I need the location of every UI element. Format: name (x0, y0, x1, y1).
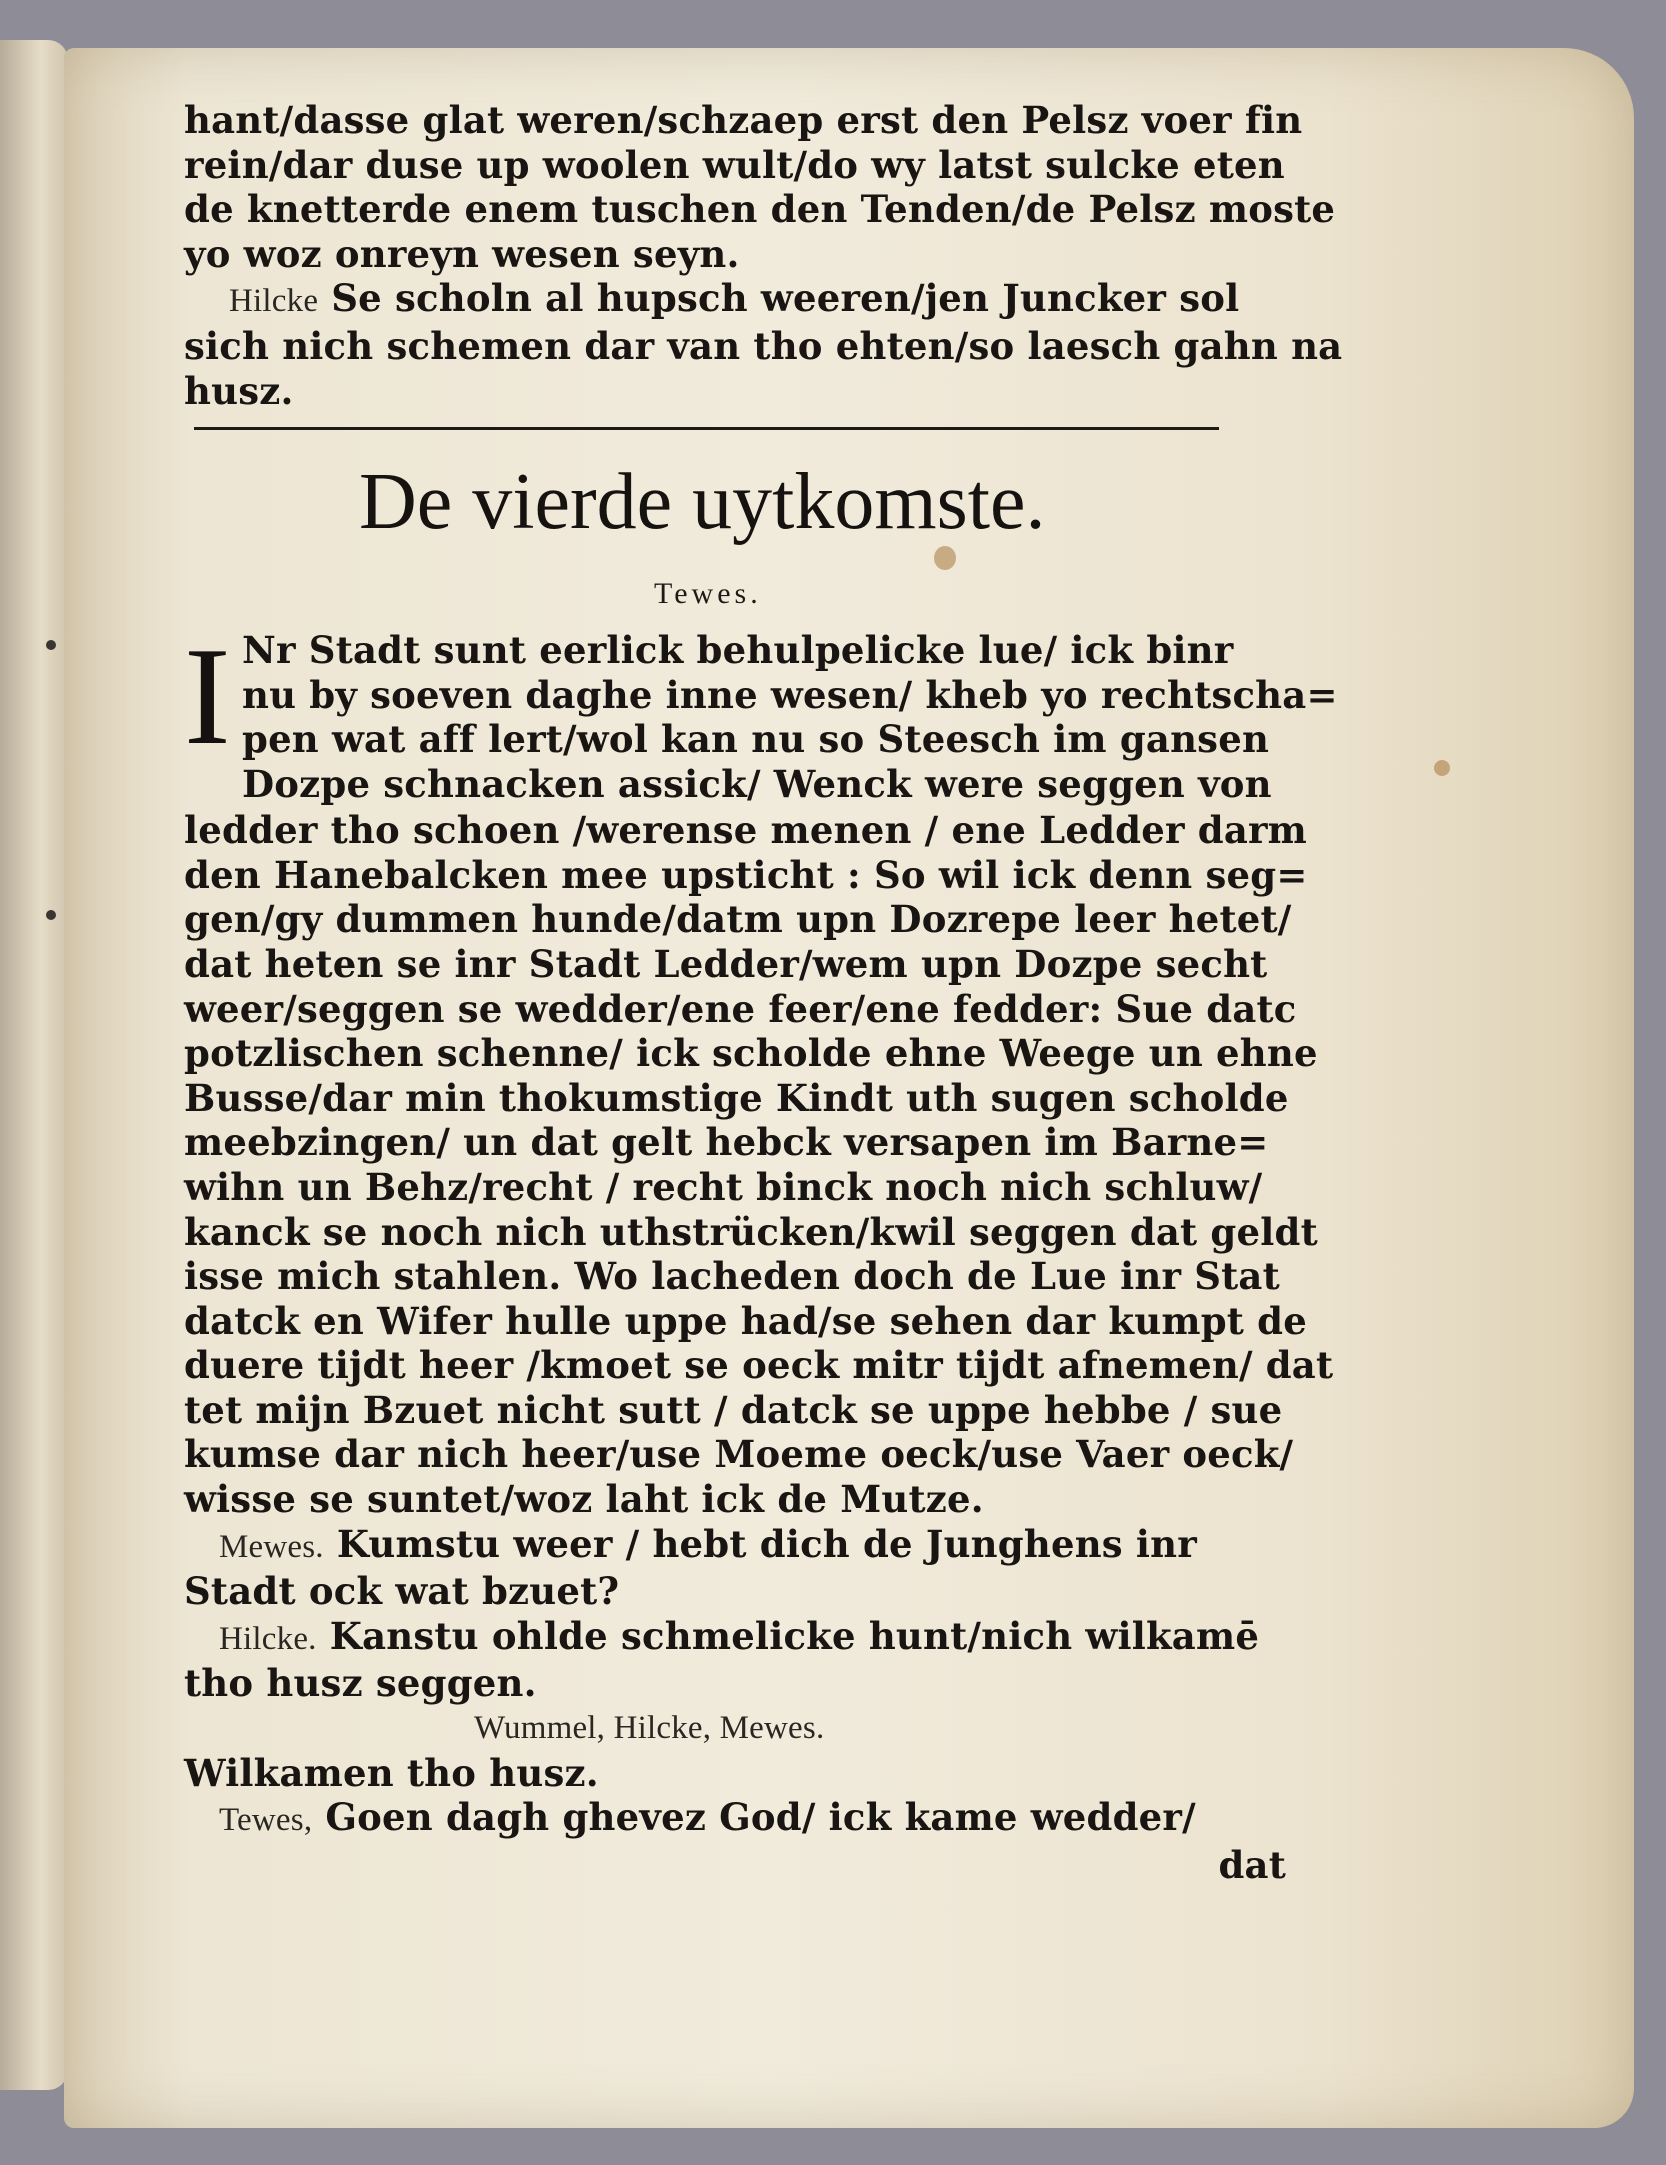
text-line: Dozpe schnacken assick/ Wenck were seggen von (242, 761, 1272, 806)
text-line: kanck se noch nich uthstrücken/kwil seggen dat geldt (184, 1209, 1318, 1254)
text-line: datck en Wifer hulle uppe had/se sehen dar kumpt de (184, 1298, 1307, 1343)
text-line: pen wat aff lert/wol kan nu so Steesch im gansen (242, 717, 1270, 762)
speech-line (184, 276, 1304, 324)
text-line: dat heten se inr Stadt Ledder/wem upn Dozpe secht (184, 941, 1268, 986)
text-line: isse mich stahlen. Wo lacheden doch de Lue inr Stat (184, 1254, 1280, 1299)
drop-cap-paragraph (184, 619, 1338, 808)
text-line: Wilkamen tho husz. (184, 1750, 599, 1795)
speech-line (184, 1614, 1304, 1662)
text-line: Stadt ock wat bzuet? (184, 1569, 620, 1614)
speech-line (184, 1522, 1304, 1570)
text-line: husz. (184, 368, 294, 413)
drop-cap-initial: I (184, 619, 231, 775)
text-line: gen/gy dummen hunde/datm upn Dozrepe leer hetet/ (184, 897, 1292, 942)
speaker-name: Hilcke. (219, 1620, 317, 1657)
text-line: tet mijn Bzuet nicht sutt / datck se uppe hebbe / sue (184, 1387, 1283, 1432)
text-line: weer/seggen se wedder/ene feer/ene fedder: Sue datc (184, 986, 1297, 1031)
text-line: meebzingen/ un dat gelt hebck versapen im Barne= (184, 1120, 1269, 1165)
speech-text: Kanstu ohlde schmelicke hunt/nich wilkamē (329, 1613, 1260, 1658)
speech-line (184, 1795, 1304, 1843)
text-line: yo woz onreyn wesen seyn. (184, 231, 740, 276)
speaker-name: Mewes. (219, 1528, 324, 1565)
speaker-name: Hilcke (229, 283, 319, 320)
book-page (64, 48, 1634, 2128)
left-page-edge (0, 40, 68, 2090)
text-line: Nr Stadt sunt eerlick behulpelicke lue/ ick binr (242, 628, 1234, 673)
text-line: potzlischen schenne/ ick scholde ehne Weege un ehne (184, 1031, 1318, 1076)
text-line: den Hanebalcken mee upsticht : So wil ick denn seg= (184, 852, 1308, 897)
text-line: tho husz seggen. (184, 1661, 537, 1706)
text-column (184, 98, 1343, 1887)
binding-hole (46, 910, 56, 920)
section-rule (194, 427, 1219, 430)
text-line: sich nich schemen dar van tho ehten/so laesch gahn na (184, 323, 1343, 368)
section-heading: De vierde uytkomste. (359, 458, 1046, 547)
text-line: kumse dar nich heer/use Moeme oeck/use Vaer oeck/ (184, 1432, 1294, 1477)
binding-hole (46, 640, 56, 650)
foxing-stain (1434, 760, 1450, 776)
text-line: nu by soeven daghe inne wesen/ kheb yo rechtscha= (242, 672, 1338, 717)
text-line: de knetterde enem tuschen den Tenden/de Pelsz moste (184, 187, 1336, 232)
text-line: duere tijdt heer /kmoet se oeck mitr tijdt afnemen/ dat (184, 1343, 1334, 1388)
speech-text: Goen dagh ghevez God/ ick kame wedder/ (325, 1795, 1196, 1840)
text-line: Busse/dar min thokumstige Kindt uth sugen scholde (184, 1075, 1289, 1120)
speaker-name: Tewes, (219, 1802, 313, 1839)
text-line: rein/dar duse up woolen wult/do wy latst sulcke eten (184, 142, 1285, 187)
speech-text: Kumstu weer / hebt dich de Junghens inr (336, 1521, 1197, 1566)
text-line: hant/dasse glat weren/schzaep erst den Pelsz voer fin (184, 98, 1303, 142)
text-line: wihn un Behz/recht / recht binck noch nich schluw/ (184, 1164, 1263, 1209)
catchword: dat (1218, 1842, 1286, 1887)
speech-text: Se scholn al hupsch weeren/jen Juncker sol (331, 276, 1240, 321)
speakers-line: Wummel, Hilcke, Mewes. (474, 1710, 825, 1747)
text-line: wisse se suntet/woz laht ick de Mutze. (184, 1477, 984, 1522)
speaker-heading: Tewes. (654, 577, 762, 611)
text-line: ledder tho schoen /werense menen / ene Ledder darm (184, 808, 1308, 853)
